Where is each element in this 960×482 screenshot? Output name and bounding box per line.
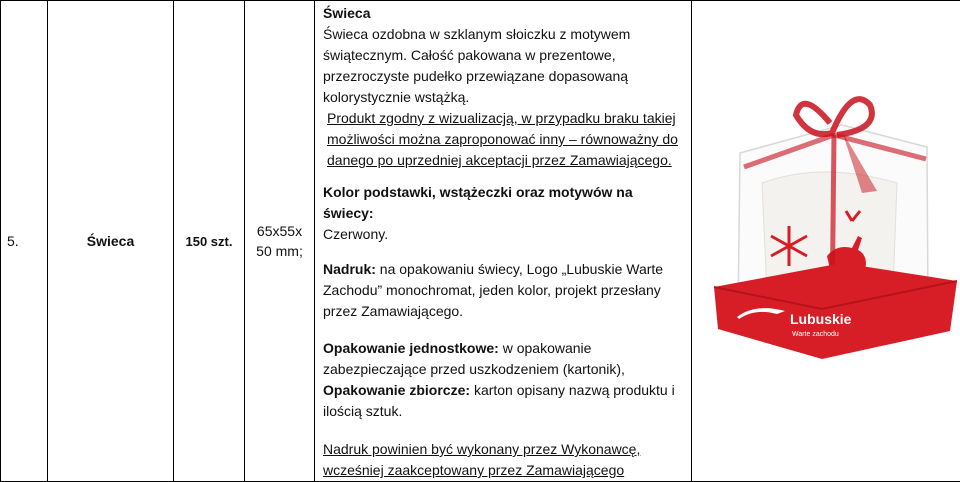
- unit-pack-label: Opakowanie jednostkowe:: [323, 340, 499, 356]
- ribbon: [796, 99, 872, 135]
- description-cell: [315, 1, 692, 482]
- bulk-pack-label: Opakowanie zbiorcze:: [323, 382, 470, 398]
- print-label: Nadruk:: [323, 261, 376, 277]
- product-name: Świeca: [48, 1, 174, 482]
- bulk-pack-value: karton opisany nazwą produktu i ilością sztuk.: [323, 382, 675, 419]
- product-image: [692, 91, 960, 391]
- quantity: 150 szt.: [174, 1, 245, 482]
- color-label: Kolor podstawki, wstążeczki oraz motywów na świecy:: [323, 182, 683, 224]
- product-note: Produkt zgodny z wizualizacją, w przypadku braku takiej możliwości można zaproponować inny – równoważny do danego po uprzedniej akceptacji przez Zamawiającego.: [323, 108, 683, 171]
- bulk-pack-info: [323, 380, 683, 422]
- row-number: 5.: [1, 1, 48, 482]
- print-value: na opakowaniu świecy, Logo „Lubuskie Warte Zachodu” monochromat, jeden kolor, projekt przesłany przez Zamawiającego.: [323, 261, 663, 319]
- logo-subtext: Warte zachodu: [792, 331, 839, 338]
- color-value: Czerwony.: [323, 224, 683, 245]
- image-cell: [692, 1, 960, 482]
- description-intro: Świeca ozdobna w szklanym słoiczku z motywem świątecznym. Całość pakowana w prezentowe, przezroczyste pudełko przewiązane dopasowaną kolorystycznie wstążką.: [323, 24, 683, 108]
- dimensions-line-2: 50 mm;: [245, 241, 314, 261]
- description-title: Świeca: [323, 3, 683, 24]
- unit-pack-value: w opakowanie zabezpieczające przed uszkodzeniem (kartonik),: [323, 340, 625, 377]
- dimensions: [245, 1, 315, 482]
- table-row: [1, 1, 960, 482]
- footer-note: Nadruk powinien być wykonany przez Wykonawcę, wcześniej zaakceptowany przez Zamawiającego: [323, 439, 683, 481]
- logo-text: Lubuskie: [790, 311, 852, 327]
- dimensions-line-1: 65x55x: [245, 221, 314, 241]
- print-info: [323, 259, 683, 322]
- unit-pack-info: [323, 338, 683, 380]
